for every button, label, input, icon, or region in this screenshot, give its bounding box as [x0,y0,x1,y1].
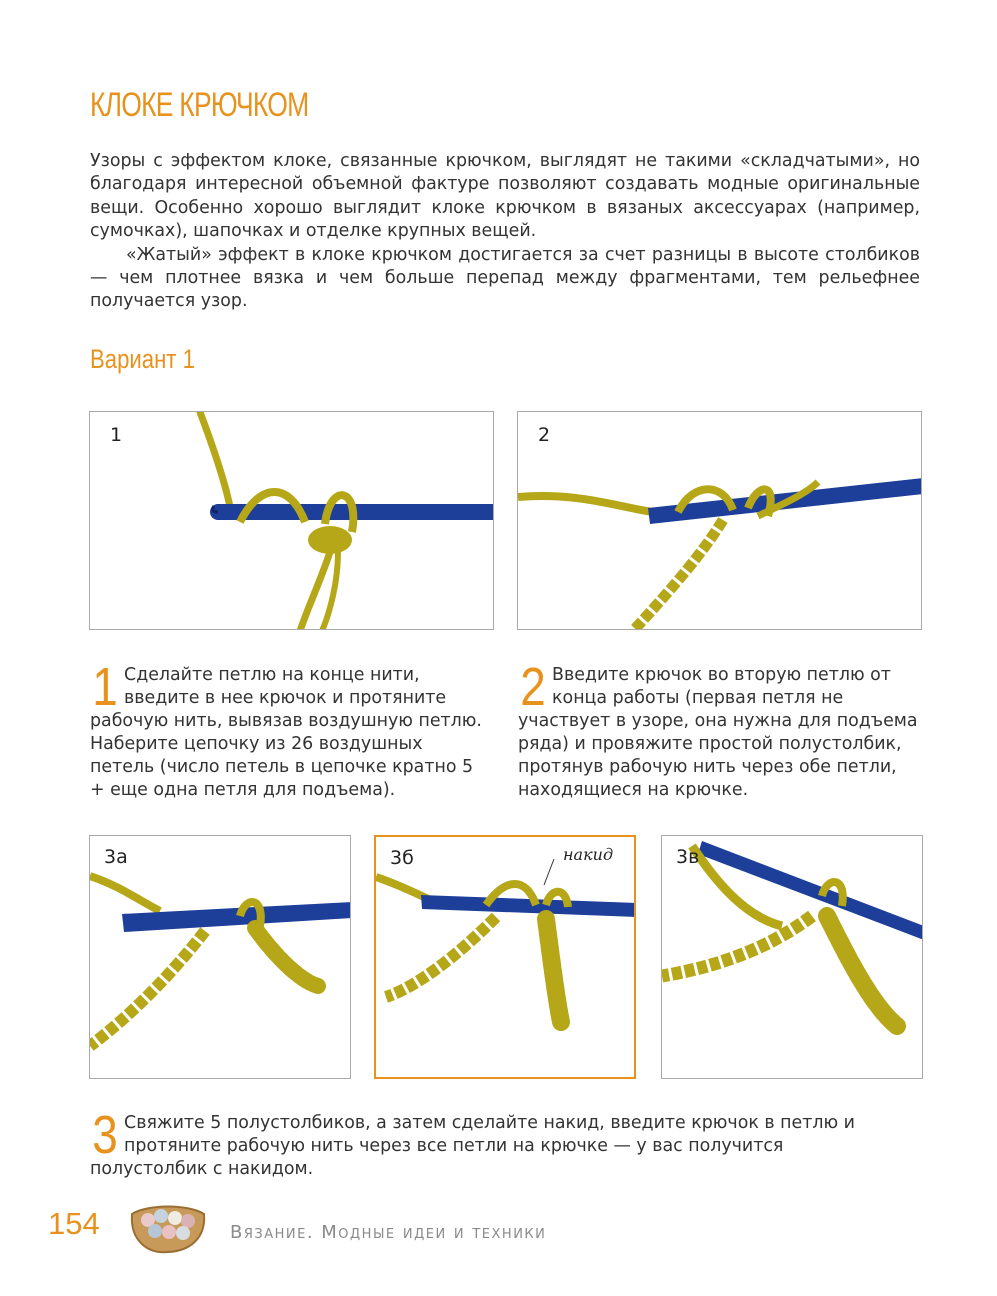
photo-label-3v: 3в [676,846,700,868]
half-stitch-illustration-a [90,836,351,1079]
section-subtitle: Вариант 1 [90,344,195,374]
step-1-number: 1 [92,657,118,717]
photo-note-nakid: накид [563,845,614,864]
photo-step-3v [661,835,923,1079]
step-3-number: 3 [92,1105,118,1165]
hook-and-loop-illustration [90,412,494,630]
intro-text [90,150,920,314]
photo-label-3a: 3а [104,846,128,868]
yarn-basket-icon [128,1196,208,1256]
step-2-text: Введите крючок во вторую петлю от конца работы (первая петля не участвует в узоре, она нужна для подъема ряда) и провяжите простой полустолбик, протянув рабочую нить через обе петли, находящиеся на крючке. [518,665,918,800]
intro-paragraph-2: «Жатый» эффект в клоке крючком достигается за счет разницы в высоте столбиков — чем плотнее вязка и чем больше перепад между фрагментами, тем рельефнее получается узор. [90,244,920,312]
step-2-number: 2 [520,657,546,717]
hook-and-chain-illustration [518,412,922,630]
photo-step-3a [89,835,351,1079]
half-stitch-illustration-b [376,837,636,1079]
photo-step-3b [374,835,636,1079]
photo-step-2 [517,411,922,630]
photo-step-1 [89,411,494,630]
step-3-text: Свяжите 5 полустолбиков, а затем сделайте накид, введите крючок в петлю и протяните рабочую нить через все петли на крючке — у вас получится полустолбик с накидом. [90,1113,855,1179]
book-title: Вязание. Модные идеи и техники [230,1222,547,1243]
step-1-instruction [90,657,488,802]
intro-paragraph-1: Узоры с эффектом клоке, связанные крючком, выглядят не такими «складчатыми», но благодаря интересной объемной фактуре позволяют создавать модные оригинальные вещи. Особенно хорошо выглядит клоке крючком в вязаных аксессуарах (например, сумочках), шапочках и отделке крупных вещей. [90,151,920,242]
step-3-instruction [90,1105,900,1181]
photo-label-2: 2 [538,424,551,446]
page-number: 154 [48,1206,100,1241]
photo-label-1: 1 [110,424,123,446]
step-2-instruction [518,657,920,802]
photo-label-3b: 3б [390,847,414,869]
page-title: КЛОКЕ КРЮЧКОМ [90,86,309,124]
half-stitch-illustration-v [662,836,923,1079]
step-1-text: Сделайте петлю на конце нити, введите в нее крючок и протяните рабочую нить, вывязав воздушную петлю. Наберите цепочку из 26 воздушных петель (число петель в цепочке кратно 5 + еще одна петля для подъема). [90,665,482,800]
